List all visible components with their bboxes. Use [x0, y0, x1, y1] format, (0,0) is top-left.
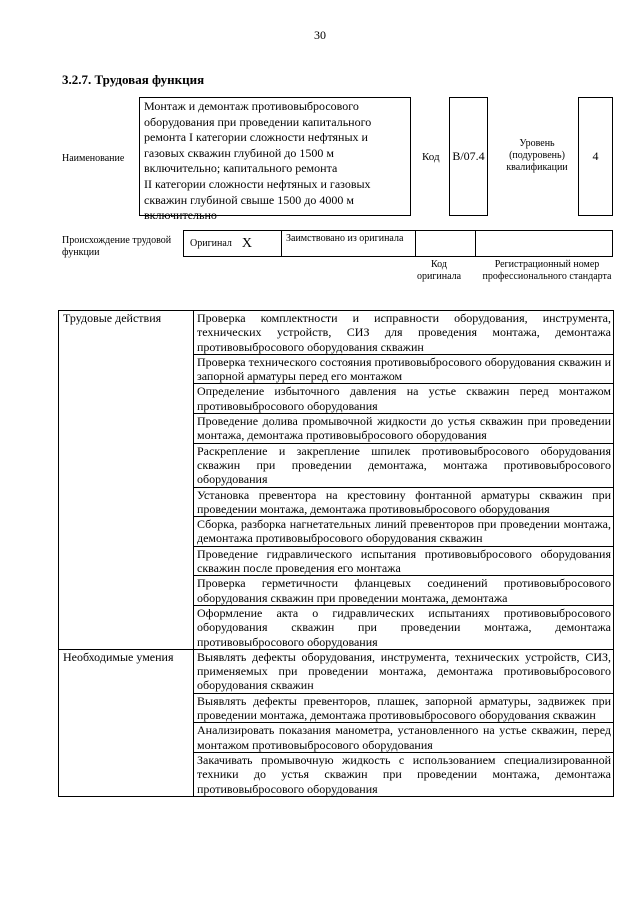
reg-number-cell [476, 231, 612, 256]
description-cell: Проверка герметичности фланцевых соединений противовыбросового оборудования скважин при проведении монтажа, демонтажа [194, 576, 614, 606]
description-cell: Выявлять дефекты оборудования, инструмента, технических устройств, СИЗ, применяемых при проведении монтажа, демонтажа противовыбросового оборудования скважин [194, 649, 614, 693]
description-cell: Сборка, разборка нагнетательных линий превенторов при проведении монтажа, демонтажа противовыбросового оборудования скважин [194, 517, 614, 547]
code-original-caption: Код оригинала [416, 259, 462, 282]
description-cell: Проведение долива промывочной жидкости до устья скважин при проведении монтажа, демонтажа противовыбросового оборудования [194, 414, 614, 444]
name-label: Наименование [62, 153, 125, 164]
category-cell: Необходимые умения [59, 649, 194, 796]
code-label: Код [422, 151, 440, 163]
original-label: Оригинал [190, 237, 232, 249]
code-original-cell [416, 231, 476, 256]
table-row [59, 311, 614, 355]
description-cell: Оформление акта о гидравлических испытаниях противовыбросового оборудования скважин при проведении монтажа, демонтажа противовыбросового оборудования [194, 605, 614, 649]
qualification-level-box: 4 [578, 97, 613, 216]
description-cell: Проведение гидравлического испытания противовыбросового оборудования скважин после проведения его монтажа [194, 546, 614, 576]
description-cell: Закачивать промывочную жидкость с использованием специализированной техники до устья скважин при проведении монтажа, демонтажа противовыбросового оборудования [194, 752, 614, 796]
page-number: 30 [314, 28, 326, 42]
qualification-level-label: Уровень (подуровень) квалификации [506, 138, 568, 173]
description-cell: Проверка технического состояния противовыбросового оборудования скважин и запорной арматуры перед его монтажом [194, 354, 614, 384]
description-cell: Выявлять дефекты превенторов, плашек, запорной арматуры, задвижек при проведении монтажа, демонтажа противовыбросового оборудования скважин [194, 693, 614, 723]
duties-table [58, 310, 614, 797]
function-name-box: Монтаж и демонтаж противовыбросового оборудования при проведении капитального ремонта I категории сложности нефтяных и газовых скважин глубиной до 1500 м включительно; капитального ремонта II категории сложности нефтяных и газовых скважин глубиной свыше 1500 до 4000 м включительно [139, 97, 411, 216]
reg-number-caption: Регистрационный номер профессионального стандарта [482, 259, 612, 282]
description-cell: Установка превентора на крестовину фонтанной арматуры скважин при проведении монтажа, демонтажа противовыбросового оборудования [194, 487, 614, 517]
original-mark: X [241, 235, 253, 251]
description-cell: Раскрепление и закрепление шпилек противовыбросового оборудования скважин при проведении демонтажа, монтажа противовыбросового оборудования [194, 443, 614, 487]
description-cell: Анализировать показания манометра, установленного на устье скважин, перед монтажом противовыбросового оборудования [194, 723, 614, 753]
category-cell: Трудовые действия [59, 311, 194, 650]
section-title: 3.2.7. Трудовая функция [62, 72, 205, 87]
borrowed-cell: Заимствовано из оригинала [282, 231, 416, 256]
description-cell: Проверка комплектности и исправности оборудования, инструмента, технических устройств, СИЗ для проведения монтажа, демонтажа противовыбросового оборудования скважин [194, 311, 614, 355]
code-value-box: B/07.4 [449, 97, 488, 216]
original-cell [184, 231, 282, 256]
origin-label: Происхождение трудовой функции [62, 235, 172, 258]
table-row [59, 649, 614, 693]
origin-table [183, 230, 613, 257]
description-cell: Определение избыточного давления на устье скважин перед монтажом противовыбросового оборудования [194, 384, 614, 414]
